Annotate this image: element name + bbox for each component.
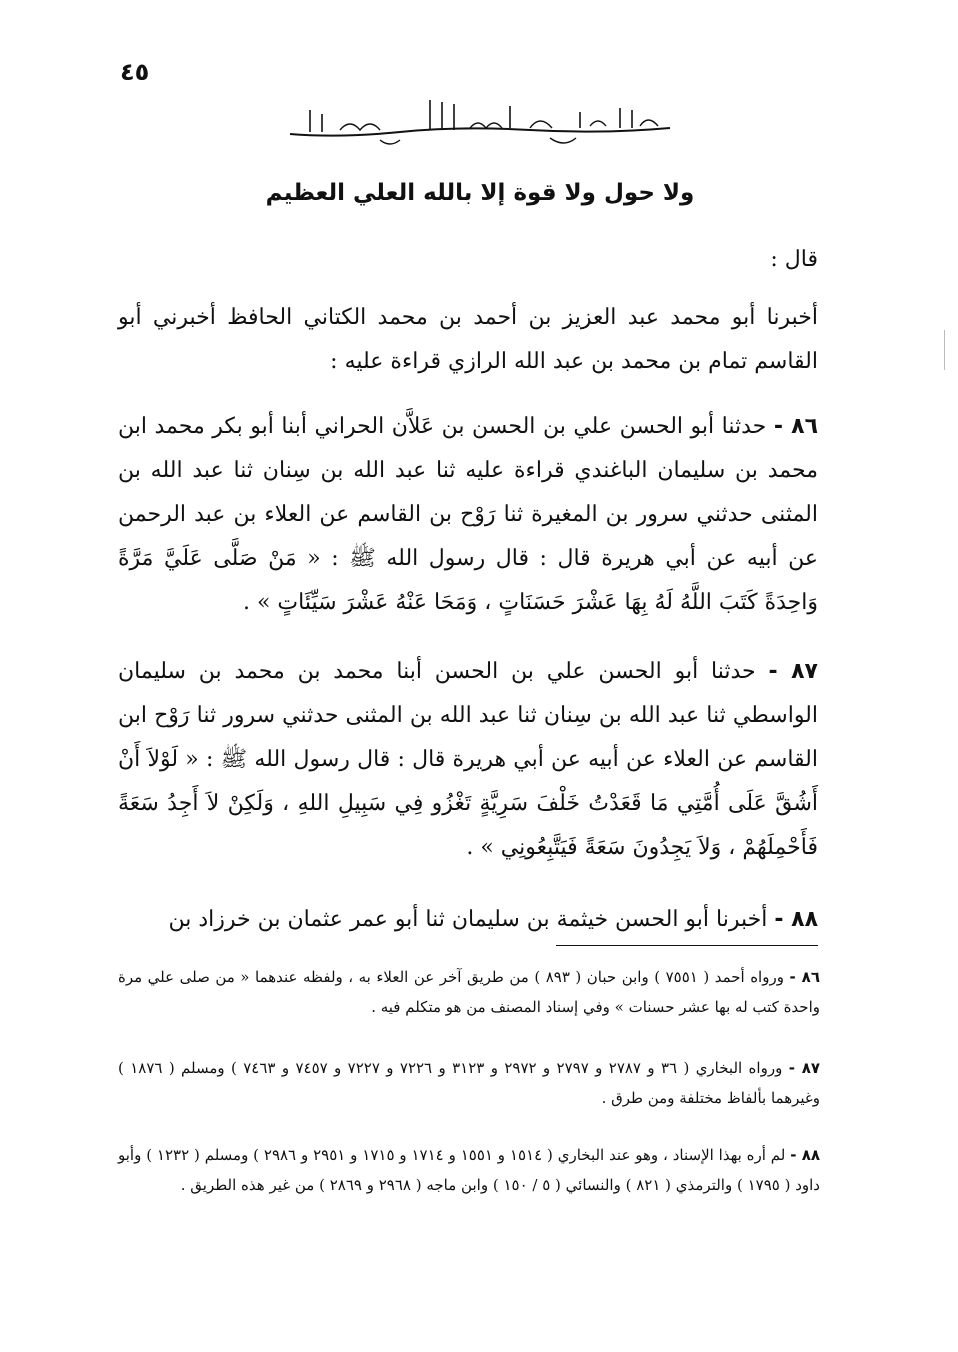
hadith-number: ٨٧ -: [768, 659, 818, 684]
isnad-intro: [118, 296, 818, 384]
footnote-86: [118, 962, 820, 1022]
hadith-number: ٨٦ -: [773, 414, 818, 439]
said-line: [118, 238, 818, 282]
footnote-text: لم أره بهذا الإسناد ، وهو عند البخاري ( ١٥١٤ و ١٥٥١ و ١٧١٤ و ١٧١٥ و ٢٩٥١ و ٢٩٨٦ ) ومسلم ( ١٢٣٢ ) وأبو داود ( ١٧٩٥ ) والترمذي ( ٨٢١ ) والنسائي ( ٥ / ١٥٠ ) وابن ماجه ( ٢٩٦٨ و ٢٨٦٩ ) من غير هذه الطريق .: [118, 1146, 820, 1194]
footnote-87: [118, 1053, 820, 1113]
hadith-text: أخبرنا أبو الحسن خيثمة بن سليمان ثنا أبو عمر عثمان بن خرزاد بن: [168, 907, 768, 932]
heading: ولا حول ولا قوة إلا بالله العلي العظيم: [265, 180, 695, 206]
footnote-number: ٨٨ -: [790, 1146, 821, 1164]
hadith-86: [118, 405, 818, 625]
hadith-text: حدثنا أبو الحسن علي بن الحسن أبنا محمد بن محمد بن سليمان الواسطي ثنا عبد الله بن سِنان ثنا عبد الله بن المثنى حدثني سرور ثنا رَوْح ابن القاسم عن العلاء عن أبيه عن أبي هريرة قال : قال رسول الله ﷺ : « لَوْلاَ أَنْ أَشُقَّ عَلَى أُمَّتِي مَا قَعَدْتُ خَلْفَ سَرِيَّةٍ تَغْزُو فِي سَبِيلِ اللهِ ، وَلَكِنْ لاَ أَجِدُ سَعَةً فَأَحْمِلَهُمْ ، وَلاَ يَجِدُونَ سَعَةً فَيَتَّبِعُونِي » .: [118, 659, 818, 860]
footnote-88: [118, 1140, 820, 1200]
footnote-divider: [556, 945, 818, 946]
page-number: ٤٥: [120, 58, 150, 86]
footnote-text: ورواه البخاري ( ٣٦ و ٢٧٨٧ و ٢٧٩٧ و ٢٩٧٢ و ٣١٢٣ و ٧٢٢٦ و ٧٢٢٧ و ٧٤٥٧ و ٧٤٦٣ ) ومسلم ( ١٨٧٦ ) وغيرهما بألفاظ مختلفة ومن طرق .: [118, 1059, 820, 1107]
footnote-number: ٨٦ -: [789, 968, 820, 986]
said-text: قال :: [770, 247, 818, 272]
footnote-text: ورواه أحمد ( ٧٥٥١ ) وابن حبان ( ٨٩٣ ) من طريق آخر عن العلاء به ، ولفظه عندهما « من صلى علي مرة واحدة كتب له بها عشر حسنات » وفي إسناد المصنف من هو متكلم فيه .: [118, 968, 820, 1016]
footnote-number: ٨٧ -: [788, 1059, 821, 1077]
intro-text: أخبرنا أبو محمد عبد العزيز بن أحمد بن محمد الكتاني الحافظ أخبرني أبو القاسم تمام بن محمد بن عبد الله الرازي قراءة عليه :: [118, 305, 818, 374]
hadith-number: ٨٨ -: [774, 907, 818, 932]
hadith-88: [118, 898, 818, 942]
hadith-text: حدثنا أبو الحسن علي بن الحسن بن عَلاَّن الحراني أبنا أبو بكر محمد ابن محمد بن سليمان الباغندي قراءة عليه ثنا عبد الله بن سِنان ثنا عبد الله بن المثنى حدثني سرور بن المغيرة ثنا رَوْح بن القاسم عن العلاء بن عبد الرحمن عن أبيه عن أبي هريرة قال : قال رسول الله ﷺ : « مَنْ صَلَّى عَلَيَّ مَرَّةً وَاحِدَةً كَتَبَ اللَّهُ لَهُ بِهَا عَشْرَ حَسَنَاتٍ ، وَمَحَا عَنْهُ عَشْرَ سَيِّئَاتٍ » .: [118, 414, 818, 615]
hadith-87: [118, 650, 818, 870]
margin-mark: [944, 330, 945, 370]
basmala-calligraphy: [280, 92, 680, 152]
